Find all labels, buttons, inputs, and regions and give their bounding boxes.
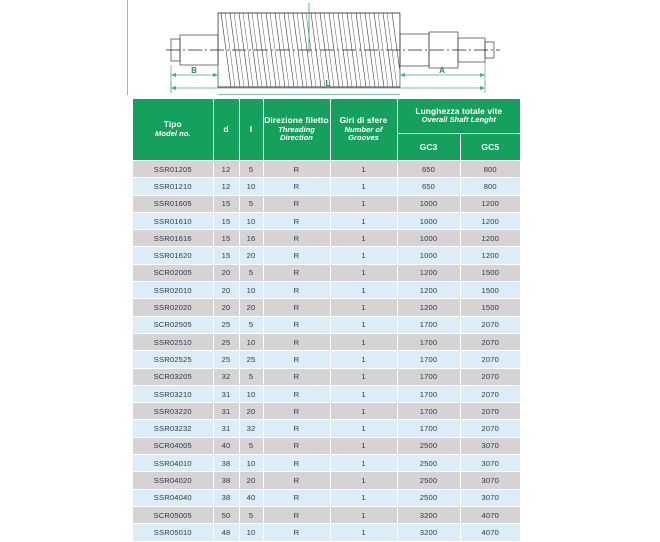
cell-l: 5 [239,161,263,178]
cell-grooves: 1 [330,368,397,385]
cell-model: SSR03220 [133,403,213,420]
cell-direction: R [263,489,330,506]
cell-direction: R [263,299,330,316]
col-header-direction-en: Threading Direction [278,124,315,143]
cell-grooves: 1 [330,247,397,264]
cell-gc3: 1000 [397,247,460,264]
cell-d: 15 [213,247,239,264]
cell-grooves: 1 [330,455,397,472]
cell-d: 20 [213,299,239,316]
col-header-d-label: d [223,124,229,135]
cell-grooves: 1 [330,212,397,229]
table-row [133,333,520,350]
cell-gc3: 1700 [397,351,460,368]
col-header-grooves [330,99,397,161]
cell-d: 20 [213,282,239,299]
cell-model: SSR01620 [133,247,213,264]
cell-model: SSR01616 [133,230,213,247]
cell-gc5: 1500 [460,264,520,281]
table-row [133,455,520,472]
cell-direction: R [263,230,330,247]
table-row [133,437,520,454]
table-row [133,247,520,264]
cell-model: SSR02010 [133,282,213,299]
cell-direction: R [263,420,330,437]
col-header-gc3 [397,134,460,161]
col-header-overall-length-group [397,99,520,134]
cell-d: 25 [213,316,239,333]
cell-gc3: 650 [397,161,460,178]
cell-direction: R [263,472,330,489]
ball-screw-specification-table [133,99,520,542]
cell-gc3: 1200 [397,264,460,281]
cell-l: 20 [239,299,263,316]
cell-grooves: 1 [330,264,397,281]
cell-model: SSR04020 [133,472,213,489]
cell-gc5: 2070 [460,368,520,385]
cell-gc5: 3070 [460,455,520,472]
cell-d: 31 [213,403,239,420]
cell-gc5: 4070 [460,524,520,541]
cell-grooves: 1 [330,351,397,368]
cell-gc3: 650 [397,178,460,195]
cell-grooves: 1 [330,282,397,299]
cell-gc5: 3070 [460,437,520,454]
table-row [133,524,520,541]
cell-l: 10 [239,385,263,402]
cell-l: 5 [239,506,263,523]
cell-d: 31 [213,420,239,437]
cell-d: 20 [213,264,239,281]
cell-gc3: 3200 [397,506,460,523]
dimension-label-b: B [191,66,197,75]
cell-l: 10 [239,178,263,195]
cell-gc3: 1200 [397,299,460,316]
col-header-gc5 [460,134,520,161]
cell-grooves: 1 [330,420,397,437]
cell-l: 20 [239,403,263,420]
cell-gc5: 1200 [460,212,520,229]
cell-direction: R [263,178,330,195]
cell-gc5: 2070 [460,333,520,350]
cell-direction: R [263,282,330,299]
col-header-model [133,99,213,161]
cell-gc5: 4070 [460,506,520,523]
cell-model: SSR01610 [133,212,213,229]
cell-model: SSR02510 [133,333,213,350]
cell-gc5: 1500 [460,299,520,316]
cell-l: 16 [239,230,263,247]
cell-gc5: 1200 [460,195,520,212]
cell-d: 15 [213,230,239,247]
cell-gc3: 3200 [397,524,460,541]
cell-gc5: 2070 [460,420,520,437]
cell-d: 32 [213,368,239,385]
cell-l: 5 [239,316,263,333]
cell-grooves: 1 [330,333,397,350]
cell-l: 5 [239,264,263,281]
cell-l: 5 [239,368,263,385]
cell-direction: R [263,333,330,350]
cell-gc3: 1700 [397,333,460,350]
cell-l: 10 [239,212,263,229]
table-row [133,230,520,247]
cell-gc5: 800 [460,161,520,178]
table-header [133,99,520,161]
cell-grooves: 1 [330,489,397,506]
cell-l: 32 [239,420,263,437]
cell-gc3: 1200 [397,282,460,299]
cell-direction: R [263,212,330,229]
table-row [133,161,520,178]
cell-grooves: 1 [330,195,397,212]
cell-direction: R [263,195,330,212]
cell-model: SSR04040 [133,489,213,506]
col-header-gc3-label: GC3 [419,141,438,152]
col-header-model-en: Model no. [155,128,191,138]
cell-grooves: 1 [330,161,397,178]
cell-gc3: 2500 [397,472,460,489]
cell-gc3: 1700 [397,385,460,402]
cell-model: SCR04005 [133,437,213,454]
cell-gc5: 2070 [460,316,520,333]
cell-direction: R [263,368,330,385]
cell-d: 25 [213,333,239,350]
technical-drawing-panel [127,0,520,95]
col-header-gc5-label: GC5 [481,141,500,152]
cell-direction: R [263,161,330,178]
cell-gc5: 800 [460,178,520,195]
cell-l: 5 [239,437,263,454]
cell-model: SCR02505 [133,316,213,333]
cell-gc3: 1000 [397,212,460,229]
col-header-grooves-it: Giri di sfere [339,114,388,125]
cell-grooves: 1 [330,230,397,247]
table-row [133,351,520,368]
cell-l: 10 [239,282,263,299]
cell-model: SSR05010 [133,524,213,541]
cell-d: 38 [213,455,239,472]
cell-direction: R [263,316,330,333]
table-row [133,264,520,281]
cell-model: SCR03205 [133,368,213,385]
table-row [133,212,520,229]
cell-l: 40 [239,489,263,506]
table-row [133,195,520,212]
cell-direction: R [263,506,330,523]
cell-d: 15 [213,195,239,212]
col-header-l [239,99,263,161]
cell-l: 10 [239,455,263,472]
cell-direction: R [263,351,330,368]
cell-model: SSR01210 [133,178,213,195]
cell-model: SSR02525 [133,351,213,368]
table-row [133,299,520,316]
cell-l: 20 [239,472,263,489]
cell-grooves: 1 [330,472,397,489]
table-row [133,282,520,299]
cell-gc3: 1700 [397,420,460,437]
cell-d: 48 [213,524,239,541]
col-header-length-en: Overall Shaft Lenght [421,115,496,125]
table-row [133,368,520,385]
cell-gc3: 1700 [397,403,460,420]
table-row [133,489,520,506]
cell-d: 12 [213,161,239,178]
cell-gc3: 1000 [397,195,460,212]
cell-gc5: 1200 [460,230,520,247]
cell-l: 25 [239,351,263,368]
cell-gc3: 1700 [397,316,460,333]
col-header-d [213,99,239,161]
cell-model: SCR02005 [133,264,213,281]
cell-gc3: 1700 [397,368,460,385]
cell-gc3: 2500 [397,489,460,506]
col-header-model-it: Tipo [163,119,182,130]
col-header-threading-direction [263,99,330,161]
cell-direction: R [263,264,330,281]
table-row [133,403,520,420]
cell-gc3: 2500 [397,437,460,454]
cell-l: 10 [239,333,263,350]
table-row [133,420,520,437]
col-header-grooves-en: Number of Grooves [344,124,383,143]
cell-l: 10 [239,524,263,541]
cell-direction: R [263,247,330,264]
cell-model: SSR03232 [133,420,213,437]
dimension-label-a: A [439,66,445,75]
cell-grooves: 1 [330,316,397,333]
ball-screw-shaft-drawing [128,0,521,96]
cell-gc3: 1000 [397,230,460,247]
cell-grooves: 1 [330,437,397,454]
cell-d: 31 [213,385,239,402]
cell-grooves: 1 [330,385,397,402]
cell-l: 5 [239,195,263,212]
cell-d: 38 [213,489,239,506]
cell-gc5: 1200 [460,247,520,264]
col-header-direction-it: Direzione filetto [264,114,329,125]
dimension-label-l: L [325,79,331,88]
table-row [133,385,520,402]
cell-model: SSR01205 [133,161,213,178]
cell-direction: R [263,437,330,454]
cell-direction: R [263,403,330,420]
cell-d: 25 [213,351,239,368]
cell-gc5: 2070 [460,403,520,420]
cell-model: SSR04010 [133,455,213,472]
cell-d: 12 [213,178,239,195]
table-row [133,472,520,489]
cell-gc5: 3070 [460,489,520,506]
cell-grooves: 1 [330,299,397,316]
table-body [133,161,520,542]
table-row [133,178,520,195]
cell-d: 38 [213,472,239,489]
cell-model: SSR01605 [133,195,213,212]
cell-model: SCR05005 [133,506,213,523]
cell-gc5: 3070 [460,472,520,489]
cell-gc5: 2070 [460,351,520,368]
cell-grooves: 1 [330,403,397,420]
cell-d: 40 [213,437,239,454]
cell-grooves: 1 [330,178,397,195]
cell-gc5: 1500 [460,282,520,299]
cell-direction: R [263,455,330,472]
col-header-l-label: l [249,124,253,135]
cell-grooves: 1 [330,524,397,541]
table-row [133,316,520,333]
cell-grooves: 1 [330,506,397,523]
cell-gc5: 2070 [460,385,520,402]
cell-model: SSR02020 [133,299,213,316]
cell-l: 20 [239,247,263,264]
table-row [133,506,520,523]
cell-d: 15 [213,212,239,229]
cell-d: 50 [213,506,239,523]
cell-model: SSR03210 [133,385,213,402]
cell-direction: R [263,385,330,402]
cell-gc3: 2500 [397,455,460,472]
col-header-length-it: Lunghezza totale vite [415,105,503,116]
cell-direction: R [263,524,330,541]
